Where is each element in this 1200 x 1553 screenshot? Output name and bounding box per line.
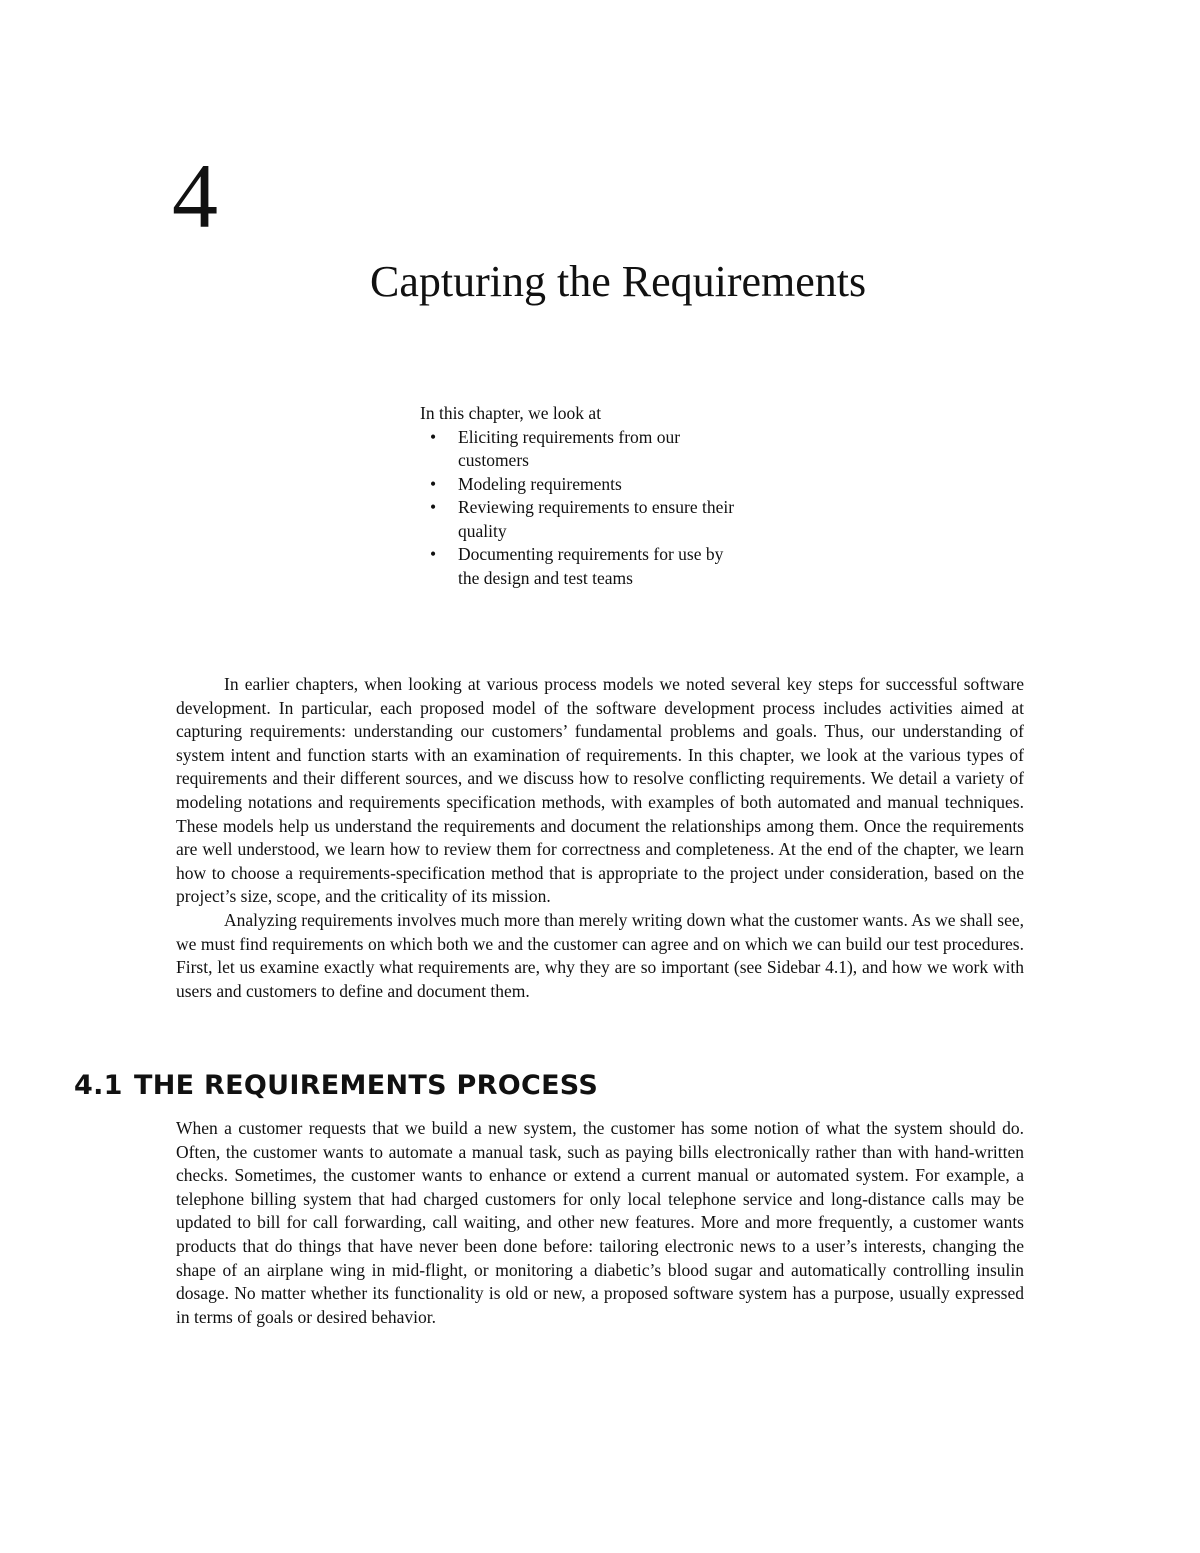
chapter-introduction <box>176 673 1024 1003</box>
overview-item-text: Documenting requirements for use by the design and test teams <box>458 544 724 588</box>
bullet-icon: • <box>430 426 437 447</box>
intro-paragraph: In earlier chapters, when looking at various process models we noted several key steps for successful software development. In particular, each proposed model of the software development process includes activities aimed at capturing requirements: understanding our customers’ fundamental problems and goals. Thus, our understanding of system intent and function starts with an examination of requirements. In this chapter, we look at the various types of requirements and their different sources, and we discuss how to resolve conflicting requirements. We detail a variety of modeling notations and requirements specification methods, with examples of both automated and manual techniques. These models help us understand the requirements and document the relationships among them. Once the requirements are well understood, we learn how to review them for correctness and completeness. At the end of the chapter, we learn how to choose a requirements-specification method that is appropriate to the project under consideration, based on the project’s size, scope, and the criticality of its mission. <box>176 674 1024 907</box>
overview-item <box>420 496 738 543</box>
chapter-number: 4 <box>172 145 218 247</box>
chapter-title: Capturing the Requirements <box>370 257 867 306</box>
section-number: 4.1 <box>74 1070 123 1101</box>
bullet-icon: • <box>430 473 437 494</box>
section-paragraph: When a customer requests that we build a new system, the customer has some notion of what the system should do. Often, the customer wants to automate a manual task, such as paying bills electronically rather than with hand-written checks. Sometimes, the customer wants to enhance or extend a current manual or automated system. For example, a telephone billing system that had charged customers for only local telephone service and long-distance calls may be updated to bill for call forwarding, call waiting, and other new features. More and more frequently, a customer wants products that do things that have never been done before: tailoring electronic news to a user’s interests, changing the shape of an airplane wing in mid-flight, or monitoring a diabetic’s blood sugar and automatically controlling insulin dosage. No matter whether its functionality is old or new, a proposed software system has a purpose, usually expressed in terms of goals or desired behavior. <box>176 1118 1024 1327</box>
overview-item <box>420 543 738 590</box>
bullet-icon: • <box>430 544 437 564</box>
section-title: THE REQUIREMENTS PROCESS <box>134 1070 599 1101</box>
overview-intro: In this chapter, we look at <box>420 403 602 423</box>
bullet-icon: • <box>430 497 437 517</box>
overview-item-text: Reviewing requirements to ensure their quality <box>458 497 735 541</box>
overview-item-text: Modeling requirements <box>458 473 622 494</box>
overview-item-text: Eliciting requirements from our customers <box>458 426 681 470</box>
section-heading <box>74 1070 598 1102</box>
overview-item <box>420 473 738 497</box>
section-body <box>176 1117 1024 1329</box>
overview-item <box>420 426 738 473</box>
intro-paragraph: Analyzing requirements involves much more than merely writing down what the customer wants. As we shall see, we must find requirements on which both we and the customer can agree and on which we can build our test procedures. First, let us examine exactly what requirements are, why they are so important (see Sidebar 4.1), and how we work with users and customers to define and document them. <box>176 909 1024 1001</box>
chapter-overview <box>420 402 750 590</box>
overview-list <box>420 426 750 591</box>
